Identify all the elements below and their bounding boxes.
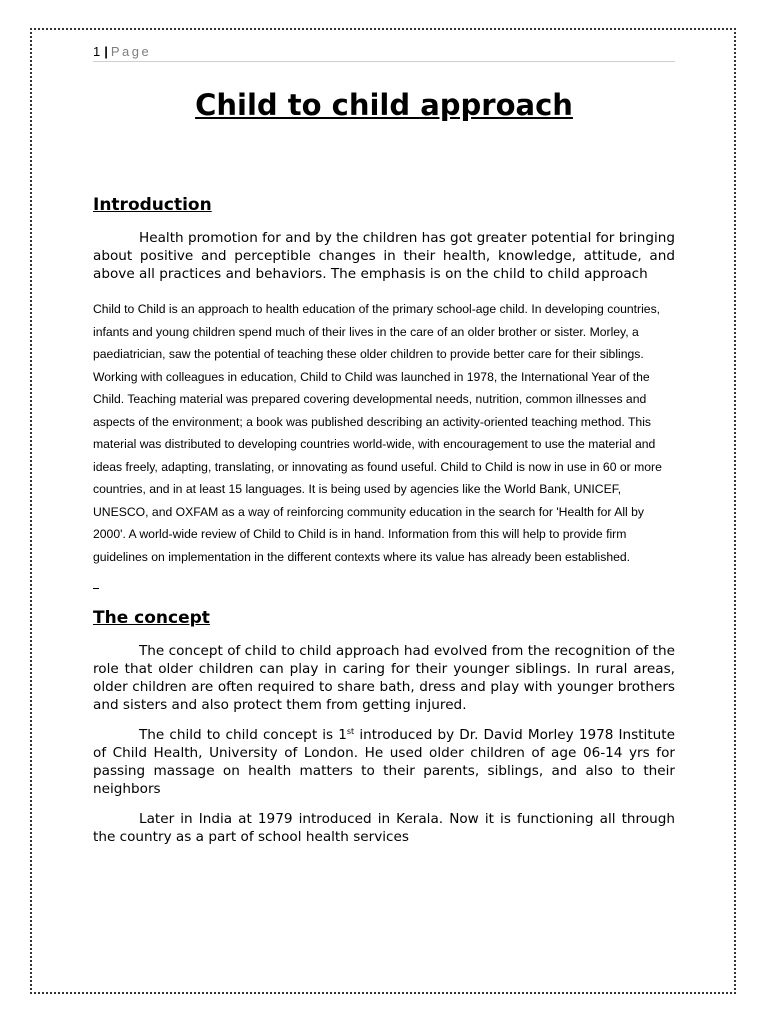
empty-line-mark bbox=[93, 588, 99, 589]
document-title: Child to child approach bbox=[195, 88, 573, 122]
page-label: Page bbox=[110, 44, 152, 59]
page-number: 1 bbox=[93, 44, 101, 59]
concept-paragraph-1: The concept of child to child approach had evolved from the recognition of the role that older children can play in caring for their younger siblings. In rural areas, older children are often required to share bath, dress and play with younger brothers and sisters and also protect them from getting injured. bbox=[93, 643, 675, 713]
introduction-heading: Introduction bbox=[93, 195, 212, 215]
concept-paragraph-2: The child to child concept is 1st introduced by Dr. David Morley 1978 Institute of Child Health, University of London. He used older children of age 06-14 yrs for passing massage on health matters to their parents, siblings, and also to their neighbors bbox=[93, 727, 675, 797]
superscript-st: st bbox=[346, 727, 355, 736]
page-header bbox=[93, 43, 675, 62]
introduction-paragraph: Health promotion for and by the children has got greater potential for bringing about positive and perceptible changes in their health, knowledge, attitude, and above all practices and behaviors. The emphasis is on the child to child approach bbox=[93, 230, 675, 282]
document-body bbox=[93, 192, 675, 846]
concept-heading: The concept bbox=[93, 608, 210, 628]
child-to-child-paragraph: Child to Child is an approach to health education of the primary school-age child. In developing countries, infants and young children spend much of their lives in the care of an older brother or sister. Morley, a paediatrician, saw the potential of teaching these older children to provide better care for their siblings. Working with colleagues in education, Child to Child was launched in 1978, the International Year of the Child. Teaching material was prepared covering developmental needs, nutrition, common illnesses and aspects of the environment; a book was published describing an activity-oriented teaching method. This material was distributed to developing countries world-wide, with encouragement to use the material and ideas freely, adapting, translating, or innovating as found useful. Child to Child is now in use in 60 or more countries, and in at least 15 languages. It is being used by agencies like the World Bank, UNICEF, UNESCO, and OXFAM as a way of reinforcing community education in the search for 'Health for All by 2000'. A world-wide review of Child to Child is in hand. Information from this will help to provide firm guidelines on implementation in the different contexts where its value has already been established. bbox=[93, 302, 662, 564]
concept-paragraph-3: Later in India at 1979 introduced in Kerala. Now it is functioning all through the country as a part of school health services bbox=[93, 811, 675, 845]
page-separator: | bbox=[104, 44, 108, 59]
